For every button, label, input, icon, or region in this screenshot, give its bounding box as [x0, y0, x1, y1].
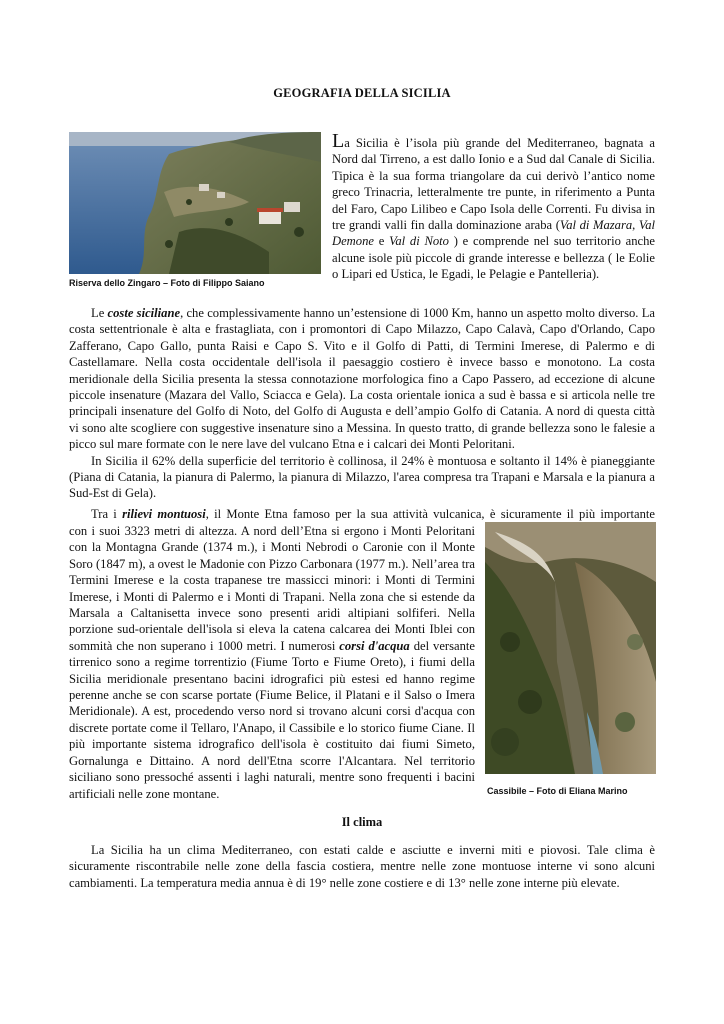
- dropcap: L: [332, 130, 345, 152]
- gorge-photo-image: [485, 522, 656, 774]
- territorio-paragraph: In Sicilia il 62% della superficie del territorio è collinosa, il 24% è montuosa e soltanto il 14% è pianeggiante (Piana di Catania, la pianura di Palermo, la pianura di Milazzo, l'area compresa tra Trapani e Marsala e la pianura a Sud-Est di Gela).: [69, 453, 655, 501]
- corsi-acqua-term: corsi d'acqua: [339, 638, 410, 653]
- clima-section: [69, 842, 655, 891]
- page-title: GEOGRAFIA DELLA SICILIA: [273, 86, 451, 100]
- coste-text: , che complessivamente hanno un’estensione di 1000 Km, hanno un aspetto molto diverso. La costa settentrionale è alta e frastagliata, con i promontori di Capo Milazzo, Capo Calavà, Capo d'Orlando, Capo Zafferano, Capo Gallo, punta Raisi e Capo S. Vito e il Golfo di Patti, di Termini Imerese, di Palermo e di Castellamare. Nella costa occidentale dell'isola il paesaggio costiero è invece basso e monotono. La costa meridionale della Sicilia presenta la stessa connotazione morfologica fino a Capo Passero, ad eccezione di alcune piccole insenature (Mazara del Vallo, Sciacca e Gela). La costa orientale ionica a sud è bassa e si articola nelle tre principali insenature del Golfo di Noto, del Golfo di Augusta e dell’ampio Golfo di Catania. A nord di questa città vi sono alte scogliere con suggestive insenature sino a Messina. In questo tratto, di grande bellezza sono le falesie a picco sul mare formate con le nere lave del vulcano Etna e i calcari dei Monti Peloritani.: [69, 306, 655, 452]
- rilievi-text-b: del versante tirrenico sono a regime torrentizio (Fiume Torto e Fiume Oreto), i fiumi della Sicilia meridionale presentano bacini idrografici più estesi ed hanno regime perenne anche se con scarse portate (Fiume Belice, il Platani e il Salso o Imera Meridionale). A est, procedendo verso nord si trovano alcuni corsi d'acqua con discrete portate come il Tellaro, l'Anapo, il Cassibile e lo storico fiume Ciane. Il più importante sistema idrografico dell'isola è costituito dai fiumi Simeto, Gornalunga e Dittaino. A nord dell'Etna scorre l'Alcantara. Nel territorio siciliano sono pressoché assenti i laghi naturali, mentre sono frequenti i bacini artificiali nelle zone montane.: [69, 638, 475, 801]
- rilievi-first-line: [69, 506, 655, 522]
- val-mazara: Val di Mazara: [559, 218, 633, 233]
- rilievi-first-text: , il Monte Etna famoso per la sua attività vulcanica, è sicuramente il più importante: [205, 507, 655, 521]
- rilievi-text-a: con i suoi 3323 metri di altezza. A nord dell’Etna si ergono i Monti Peloritani con la Montagna Grande (1374 m.), i Monti Nebrodi o Caronie con il Monte Soro (1847 m), a ovest le Madonie con Pizzo Carbonara (1977 m.). Nell’area tra Termini Imerese e la costa trapanese tre massicci minori: i Monti di Termini Imerese, i Monti di Palermo e i Monti di Trapani. Nella zona che si estende da Marsala a Caltanisetta invece sono presenti aridi altipiani solfiferi. Nella porzione sud-orientale dell'isola si eleva la catena calcarea dei Monti Iblei con sommità che non superano i 1000 metri. I numerosi: [69, 524, 475, 653]
- val-demone: Val Demone: [332, 218, 656, 249]
- gorge-photo: [485, 522, 656, 774]
- coast-photo-caption: Riserva dello Zingaro – Foto di Filippo Saiano: [69, 278, 265, 288]
- coast-photo: [69, 132, 321, 274]
- coste-paragraph: [69, 305, 655, 453]
- coast-photo-image: [69, 132, 321, 274]
- intro-text-end: ) e comprende nel suo territorio anche alcune isole più piccole di grande interesse e bellezza ( le Eolie o Lipari ed Ustica, le Egadi, le Pelagie e Pantelleria).: [332, 234, 655, 282]
- val-noto: Val di Noto: [389, 234, 449, 249]
- clima-paragraph: La Sicilia ha un clima Mediterraneo, con estati calde e asciutte e inverni miti e piovosi. Tale clima è sicuramente riscontrabile nelle zone della fascia costiera, mentre nelle zone montuose interne vi sono alcuni cambiamenti. La temperatura media annua è di 19° nelle zone costiere e di 13° nelle zone interne più elevate.: [69, 843, 655, 890]
- intro-paragraph: [332, 130, 656, 283]
- intro-separator: ,: [632, 218, 639, 233]
- rilievi-lead: Tra i: [91, 507, 123, 521]
- coste-term: coste siciliane: [107, 306, 181, 320]
- clima-heading: Il clima: [341, 815, 383, 829]
- rilievi-paragraph: [69, 523, 475, 802]
- coste-lead: Le: [91, 306, 108, 320]
- gorge-photo-caption: Cassibile – Foto di Eliana Marino: [487, 786, 628, 796]
- rilievi-term: rilievi montuosi: [122, 507, 206, 521]
- rilievi-body: [69, 523, 475, 802]
- body-section: [69, 305, 655, 502]
- intro-separator: e: [373, 234, 390, 249]
- intro-text: a Sicilia è l’isola più grande del Mediterraneo, bagnata a Nord dal Tirreno, a est dallo Ionio e a Sud dal Canale di Sicilia. Tipica è la sua forma triangolare da cui derivò l’antico nome greco Trinacria, letteralmente tre punte, in riferimento a Punta del Faro, Capo Lilibeo e Capo Isola delle Correnti. Fu divisa in tre grandi valli fin dalla dominazione araba (: [332, 136, 655, 233]
